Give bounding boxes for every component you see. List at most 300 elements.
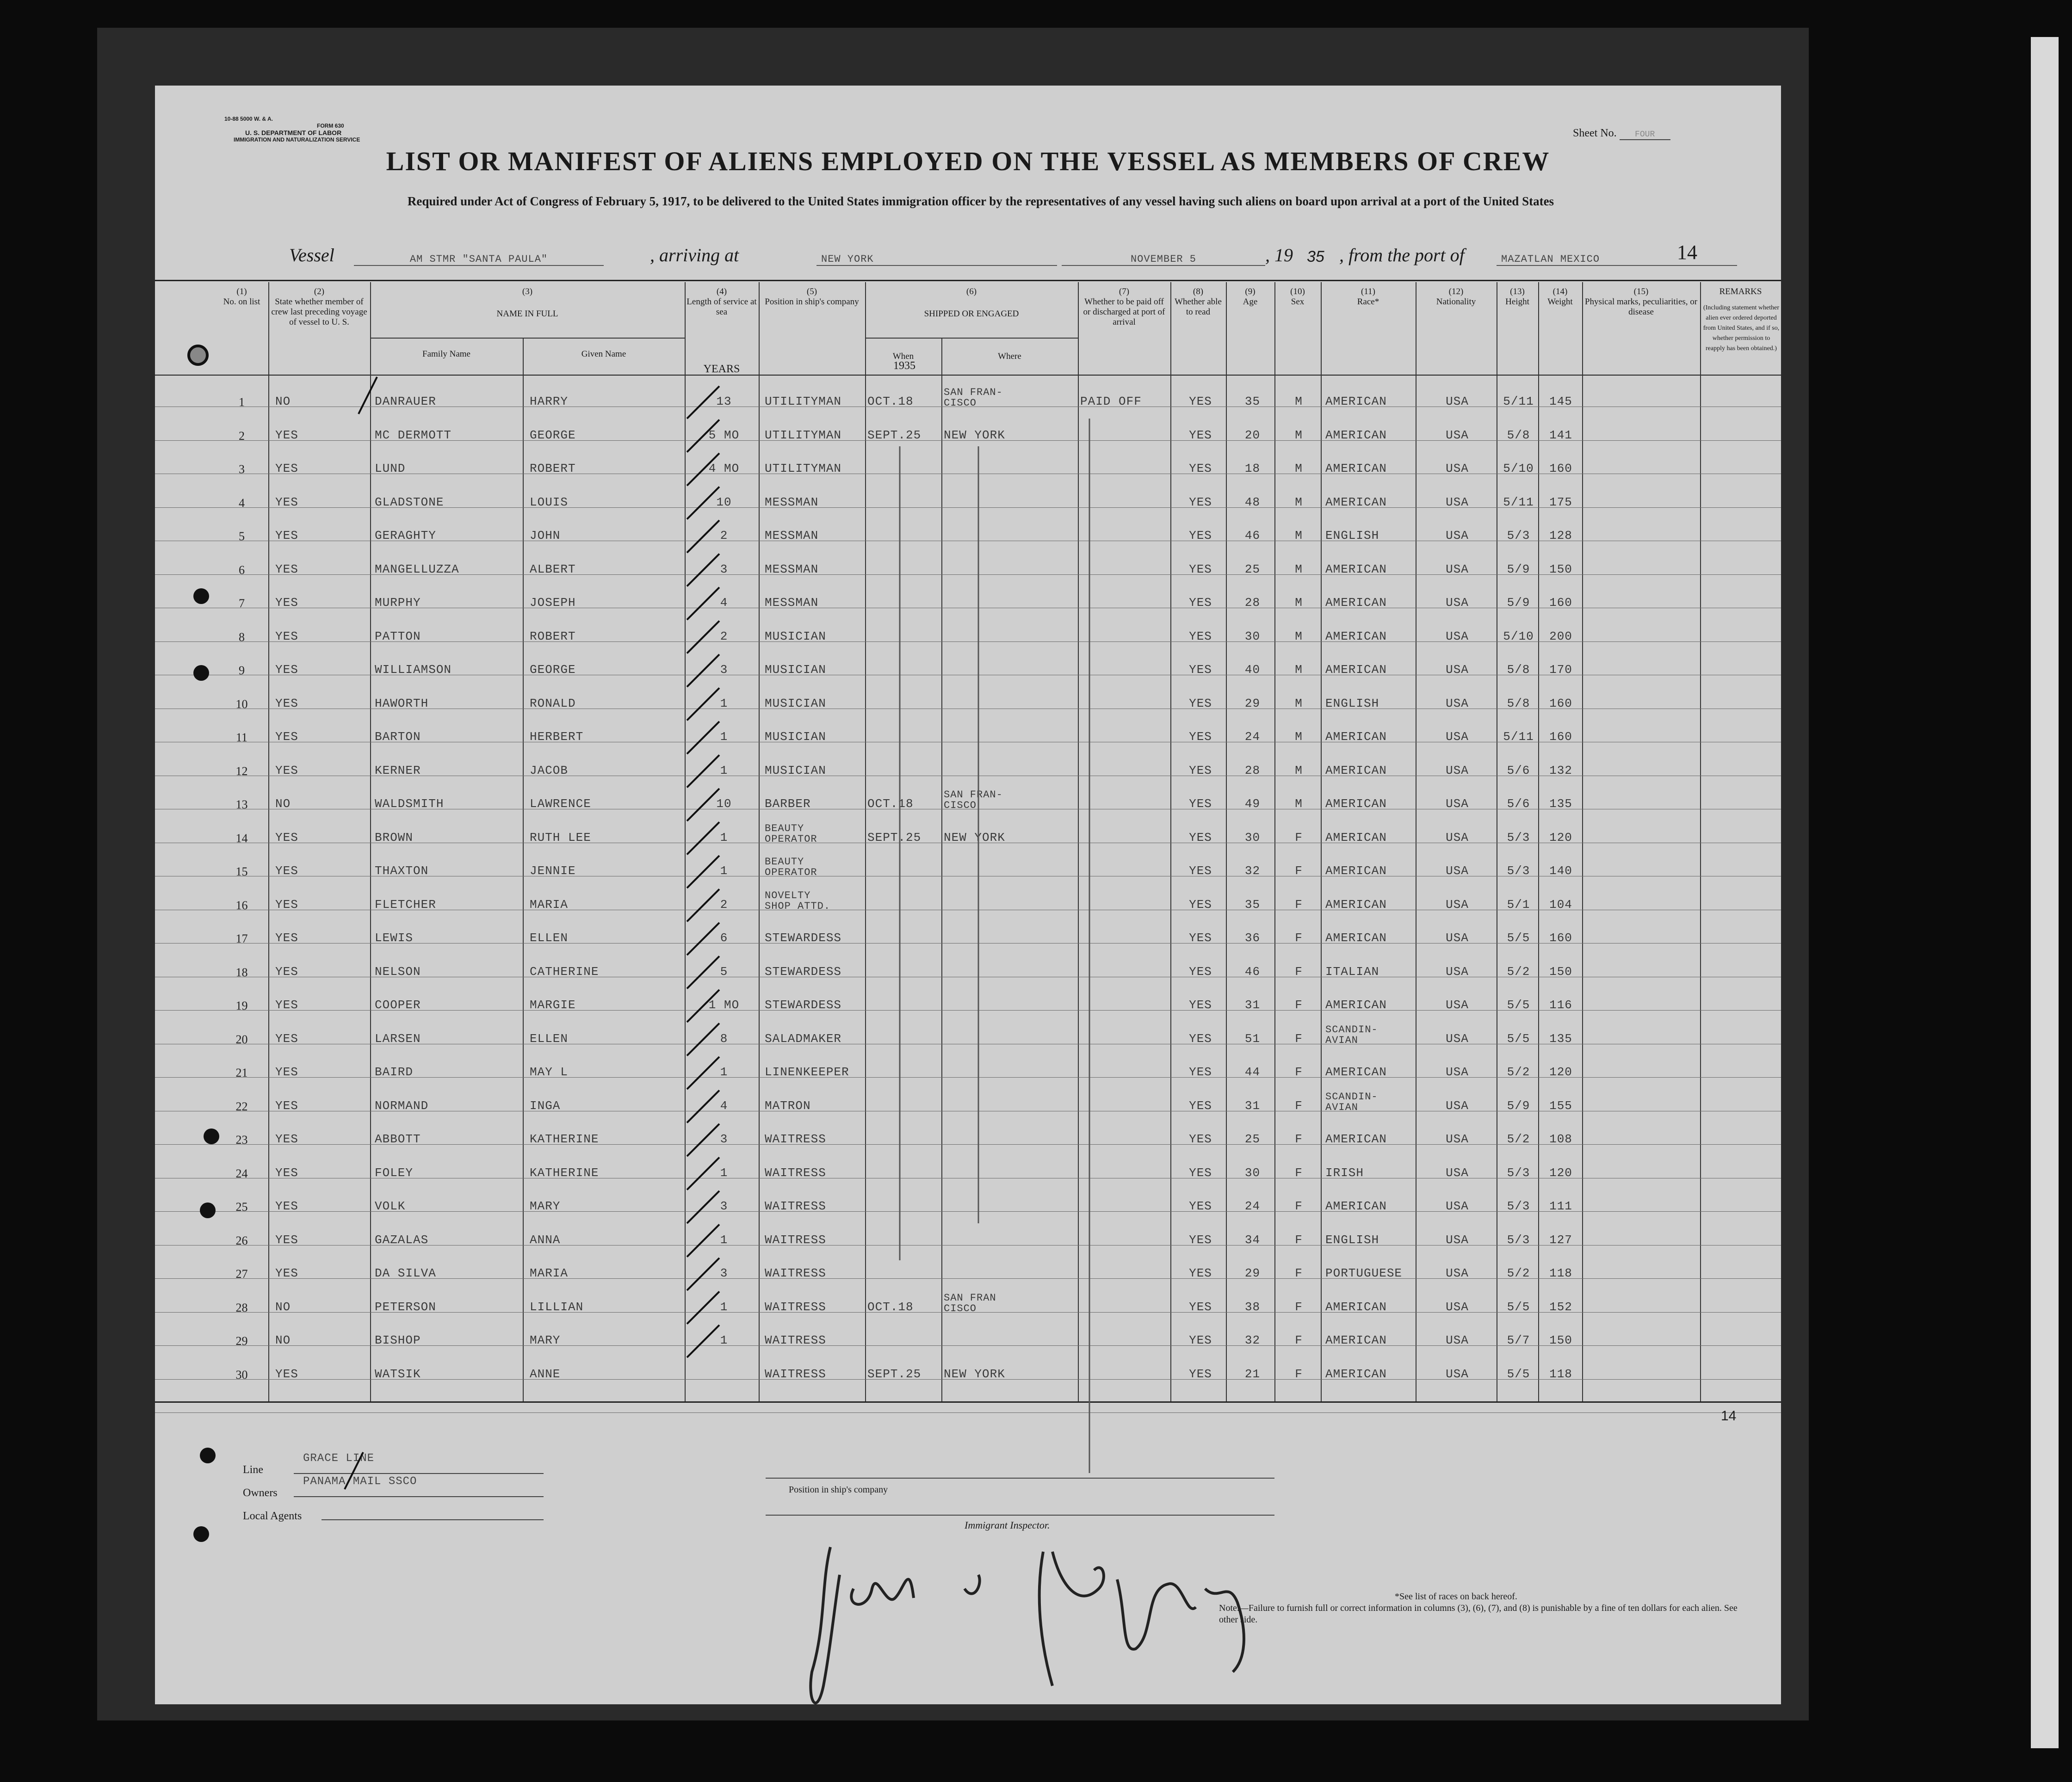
position: WAITRESS [765,1333,826,1347]
weight: 128 [1549,529,1572,543]
length-of-service: 8 [720,1031,728,1046]
position: WAITRESS [765,1233,826,1247]
length-of-service: 3 [720,1266,728,1280]
height: 5/2 [1507,1065,1530,1079]
nationality: USA [1446,897,1469,912]
binder-hole [193,588,209,604]
nationality: USA [1446,1300,1469,1314]
row-number: 4 [239,496,245,510]
given-name: RUTH LEE [530,830,591,845]
race: ENGLISH [1325,1233,1379,1247]
column-header [1498,287,1536,307]
able-to-read: YES [1189,1165,1212,1180]
year-suffix: 35 [1307,248,1324,265]
length-of-service: 3 [720,663,728,677]
able-to-read: YES [1189,931,1212,945]
column-header [867,287,1076,319]
penalty-note: Note.—Failure to furnish full or correct information in columns (3), (6), (7), and (8) is punishable by a fine of ten dollars for each alien. See other side. [1219,1603,1738,1625]
sex: F [1295,897,1303,912]
sex: F [1295,1367,1303,1381]
length-of-service: 2 [720,529,728,543]
able-to-read: YES [1189,1233,1212,1247]
given-name: ANNE [530,1367,561,1381]
length-of-service: 4 [720,596,728,610]
position: SALADMAKER [765,1031,842,1046]
nationality: USA [1446,763,1469,777]
race: AMERICAN [1325,763,1387,777]
given-name: MARY [530,1199,561,1213]
length-of-service: 5 MO [708,428,740,442]
age: 31 [1244,1098,1261,1113]
previous-voyage: YES [275,629,298,643]
sex: F [1295,1065,1303,1079]
age: 28 [1244,596,1261,610]
row-number: 17 [235,932,248,945]
position-label: Position in ship's company [789,1485,888,1495]
weight: 108 [1549,1132,1572,1146]
column-divider [370,282,371,1401]
column-header [687,287,757,317]
row-number: 3 [239,462,245,476]
length-of-service: 13 [716,395,732,408]
height: 5/9 [1507,562,1530,576]
name-subheader-rule [370,338,685,339]
signature-line-1 [766,1478,1274,1479]
column-label: Sex [1291,297,1305,307]
age: 35 [1244,395,1261,408]
given-name: MARY [530,1333,561,1347]
age: 29 [1244,696,1261,710]
sex: F [1295,1132,1303,1146]
binder-hole [187,345,209,366]
position: STEWARDESS [765,931,842,945]
column-divider [268,282,269,1401]
column-label: Nationality [1436,297,1476,307]
sex: F [1295,998,1303,1012]
family-name: DA SILVA [375,1266,436,1280]
height: 5/8 [1507,428,1530,442]
row-number: 11 [235,731,248,744]
given-name: CATHERINE [530,964,599,979]
weight: 120 [1549,1165,1572,1180]
nationality: USA [1446,1233,1469,1247]
weight: 160 [1549,596,1572,610]
from-port-label: , from the port of [1339,245,1465,265]
family-name: GLADSTONE [375,495,444,509]
race: ENGLISH [1325,696,1379,710]
row-number: 7 [239,597,245,610]
race: AMERICAN [1325,462,1387,475]
form-subtitle: Required under Act of Congress of February 5, 1917, to be delivered to the United States immigration officer by the representatives of any vessel having such aliens on board upon arrival at a port of the United States [407,194,1554,208]
length-of-service: 3 [720,562,728,576]
able-to-read: YES [1189,797,1212,811]
column-header [1323,287,1414,307]
sex: M [1295,495,1303,509]
row-number: 21 [235,1066,248,1079]
column-label: Race* [1357,297,1379,307]
row-number: 25 [235,1200,248,1214]
row-number: 5 [239,530,245,543]
row-number: 24 [235,1166,248,1180]
race: AMERICAN [1325,830,1387,845]
weight: 135 [1549,797,1572,811]
length-of-service: 1 [720,864,728,878]
weight: 111 [1549,1199,1572,1213]
family-name: FOLEY [375,1165,414,1180]
position: MATRON [765,1098,811,1113]
nationality: USA [1446,596,1469,610]
able-to-read: YES [1189,1132,1212,1146]
age: 36 [1244,931,1261,945]
position: WAITRESS [765,1300,826,1314]
length-of-service: 1 [720,730,728,744]
age: 35 [1244,897,1261,912]
given-name: ROBERT [530,629,576,643]
nationality: USA [1446,663,1469,677]
line-value: GRACE LINE [303,1452,375,1465]
family-name: FLETCHER [375,897,436,912]
sex: F [1295,864,1303,878]
given-name: ANNA [530,1233,561,1247]
race: AMERICAN [1325,897,1387,912]
vessel-line [155,238,1781,271]
inspector-signature [803,1533,1311,1727]
row-number: 30 [235,1368,248,1381]
shipped-when: SEPT.25 [867,428,922,442]
agents-label: Local Agents [243,1510,302,1522]
able-to-read: YES [1189,1065,1212,1079]
sex: F [1295,1165,1303,1180]
year-prefix: , 19 [1265,245,1293,265]
header-bottom-rule [155,375,1781,376]
race: SCANDIN- AVIAN [1325,1024,1378,1046]
given-name: HERBERT [530,730,584,744]
sex: M [1295,730,1303,744]
position: LINENKEEPER [765,1065,849,1079]
family-name: MANGELLUZZA [375,562,459,576]
length-of-service: 1 [720,1300,728,1314]
length-of-service: 1 [720,1233,728,1247]
shipped-where: SAN FRAN- CISCO [944,789,1003,811]
weight: 104 [1549,897,1572,912]
row-number: 8 [239,630,245,644]
previous-voyage: YES [275,998,298,1012]
height: 5/5 [1507,1367,1530,1381]
length-of-service: 10 [716,797,732,811]
length-of-service: 5 [720,964,728,979]
weight: 150 [1549,562,1572,576]
age: 46 [1244,529,1261,543]
length-of-service: 3 [720,1132,728,1146]
length-of-service: 1 [720,763,728,777]
nationality: USA [1446,395,1469,408]
race: AMERICAN [1325,1132,1387,1146]
nationality: USA [1446,1031,1469,1046]
column-number: (1) [236,287,247,296]
height: 5/7 [1507,1333,1530,1347]
form-code: 10-88 5000 W. & A. [224,116,273,122]
race: AMERICAN [1325,1199,1387,1213]
race: AMERICAN [1325,931,1387,945]
column-header [217,287,266,307]
family-name: LUND [375,462,406,475]
race: IRISH [1325,1165,1364,1180]
nationality: USA [1446,428,1469,442]
column-label: NAME IN FULL [496,309,558,319]
able-to-read: YES [1189,1031,1212,1046]
height: 5/3 [1507,1233,1530,1247]
age: 46 [1244,964,1261,979]
position: MUSICIAN [765,730,826,744]
shipped-when: SEPT.25 [867,830,922,845]
sex: M [1295,395,1303,408]
height: 5/2 [1507,1132,1530,1146]
given-name: INGA [530,1098,561,1113]
height: 5/11 [1503,495,1534,509]
length-of-service: 1 [720,1165,728,1180]
able-to-read: YES [1189,395,1212,408]
column-label: SHIPPED OR ENGAGED [924,309,1019,319]
row-number: 13 [235,798,248,811]
shipped-where: NEW YORK [944,830,1005,845]
column-number: (5) [806,287,817,296]
previous-voyage: YES [275,1031,298,1046]
column-number: (11) [1361,287,1375,296]
length-of-service: 3 [720,1199,728,1213]
length-of-service: 1 [720,830,728,845]
family-name: MURPHY [375,596,421,610]
row-number: 12 [235,764,248,778]
able-to-read: YES [1189,696,1212,710]
column-divider [865,282,866,1401]
form-number: FORM 630 [317,123,344,129]
family-name: PETERSON [375,1300,436,1314]
height: 5/9 [1507,1098,1530,1113]
check-mark [359,377,377,414]
column-number: (4) [716,287,727,296]
race: AMERICAN [1325,1065,1387,1079]
able-to-read: YES [1189,763,1212,777]
shipped-when: OCT.18 [867,395,914,408]
shipped-when: OCT.18 [867,797,914,811]
previous-voyage: YES [275,495,298,509]
race: ENGLISH [1325,529,1379,543]
nationality: USA [1446,696,1469,710]
previous-voyage: YES [275,897,298,912]
race: AMERICAN [1325,864,1387,878]
row-number: 27 [235,1267,248,1281]
height: 5/3 [1507,1165,1530,1180]
nationality: USA [1446,1065,1469,1079]
sex: M [1295,428,1303,442]
height: 5/8 [1507,696,1530,710]
sex: F [1295,1031,1303,1046]
agents-underline [322,1519,544,1520]
position: BEAUTY OPERATOR [765,856,817,878]
nationality: USA [1446,730,1469,744]
column-divider [1582,282,1583,1401]
row-number: 16 [235,898,248,912]
weight: 170 [1549,663,1572,677]
family-name: LARSEN [375,1031,421,1046]
row-number: 20 [235,1032,248,1046]
sex: F [1295,1098,1303,1113]
weight: 127 [1549,1233,1572,1247]
column-label: State whether member of crew last preceding voyage of vessel to U. S. [271,297,367,327]
able-to-read: YES [1189,1266,1212,1280]
column-divider [1538,282,1539,1401]
given-name: JOSEPH [530,596,576,610]
able-to-read: YES [1189,562,1212,576]
position: BARBER [765,797,811,811]
family-name: WILLIAMSON [375,663,452,677]
row-number: 29 [235,1334,248,1348]
column-number: (12) [1448,287,1464,296]
previous-voyage: NO [275,797,291,811]
column-divider [1700,282,1701,1401]
age: 30 [1244,830,1261,845]
sex: M [1295,529,1303,543]
family-name: MC DERMOTT [375,428,452,442]
length-of-service: 2 [720,897,728,912]
arrival-date: NOVEMBER 5 [1062,253,1265,266]
sex: M [1295,696,1303,710]
nationality: USA [1446,1098,1469,1113]
sex: F [1295,1233,1303,1247]
column-label: Age [1243,297,1258,307]
shipped-where: SAN FRAN CISCO [944,1292,996,1314]
owners-label: Owners [243,1487,278,1499]
nationality: USA [1446,1333,1469,1347]
height: 5/3 [1507,830,1530,845]
given-name: ELLEN [530,1031,569,1046]
previous-voyage: YES [275,1065,298,1079]
age: 30 [1244,1165,1261,1180]
previous-voyage: YES [275,931,298,945]
position: WAITRESS [765,1199,826,1213]
family-name: KERNER [375,763,421,777]
given-name: ELLEN [530,931,569,945]
previous-voyage: YES [275,562,298,576]
nationality: USA [1446,1199,1469,1213]
given-name: ALBERT [530,562,576,576]
age: 24 [1244,1199,1261,1213]
given-name: GEORGE [530,663,576,677]
row-number: 22 [235,1099,248,1113]
position: MUSICIAN [765,696,826,710]
sex: F [1295,1300,1303,1314]
nationality: USA [1446,864,1469,878]
row-number: 6 [239,563,245,577]
service-unit-label: YEARS [703,363,740,375]
age: 18 [1244,462,1261,475]
column-label: Height [1505,297,1529,307]
weight: 150 [1549,1333,1572,1347]
height: 5/11 [1503,730,1534,744]
given-name-header: Given Name [581,349,626,359]
nationality: USA [1446,797,1469,811]
column-header [1276,287,1319,307]
form-title: LIST OR MANIFEST OF ALIENS EMPLOYED ON THE VESSEL AS MEMBERS OF CREW [386,146,1550,176]
where-header: Where [998,351,1021,361]
previous-voyage: YES [275,1132,298,1146]
position: WAITRESS [765,1132,826,1146]
age: 49 [1244,797,1261,811]
row-number: 15 [235,865,248,878]
owners-value: PANAMA MAIL SSCO [303,1475,417,1488]
when-header: When [892,351,914,361]
column-number: (15) [1633,287,1649,296]
age: 25 [1244,562,1261,576]
subcolumn-divider [523,338,524,1401]
nationality: USA [1446,830,1469,845]
length-of-service: 4 MO [708,462,740,475]
height: 5/6 [1507,797,1530,811]
able-to-read: YES [1189,1367,1212,1381]
height: 5/5 [1507,931,1530,945]
column-header [372,287,683,319]
given-name: LILLIAN [530,1300,584,1314]
previous-voyage: YES [275,864,298,878]
row-number: 26 [235,1233,248,1247]
able-to-read: YES [1189,964,1212,979]
able-to-read: YES [1189,1333,1212,1347]
able-to-read: YES [1189,998,1212,1012]
weight: 200 [1549,629,1572,643]
age: 30 [1244,629,1261,643]
weight: 150 [1549,964,1572,979]
length-of-service: 1 MO [708,998,740,1012]
binder-hole [200,1202,216,1218]
able-to-read: YES [1189,663,1212,677]
form-meta [224,116,360,143]
position: UTILITYMAN [765,395,842,408]
age: 51 [1244,1031,1261,1046]
column-header [1540,287,1580,307]
nationality: USA [1446,529,1469,543]
sex: F [1295,1333,1303,1347]
arriving-label: , arriving at [650,245,739,265]
given-name: MARIA [530,1266,569,1280]
height: 5/6 [1507,763,1530,777]
race: AMERICAN [1325,562,1387,576]
weight: 132 [1549,763,1572,777]
sex: M [1295,596,1303,610]
previous-voyage: YES [275,1367,298,1381]
age: 38 [1244,1300,1261,1314]
previous-voyage: NO [275,395,291,408]
column-label: Whether able to read [1175,297,1222,317]
position: WAITRESS [765,1165,826,1180]
previous-voyage: YES [275,428,298,442]
given-name: JENNIE [530,864,576,878]
length-of-service: 2 [720,629,728,643]
previous-voyage: NO [275,1333,291,1347]
position: MESSMAN [765,529,819,543]
previous-voyage: YES [275,596,298,610]
family-name: THAXTON [375,864,429,878]
column-number: (9) [1245,287,1256,296]
able-to-read: YES [1189,428,1212,442]
service: IMMIGRATION AND NATURALIZATION SERVICE [234,136,360,143]
given-name: RONALD [530,696,576,710]
length-of-service: 1 [720,1333,728,1347]
weight: 145 [1549,395,1572,408]
column-label: Whether to be paid off or discharged at port of arrival [1083,297,1165,327]
owners-underline [294,1496,544,1497]
shipped-where: NEW YORK [944,428,1005,442]
given-name: KATHERINE [530,1132,599,1146]
